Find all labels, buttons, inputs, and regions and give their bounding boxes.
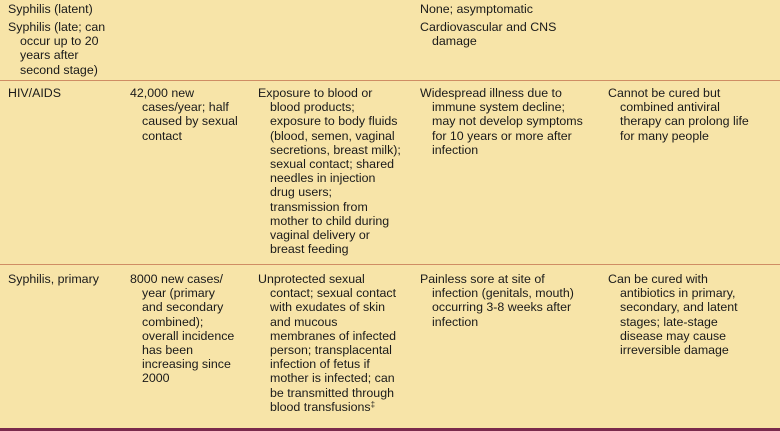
cell-text: 42,000 new [130,86,195,100]
symptoms-cell [420,86,583,157]
cell-text: None; asymptomatic [420,2,533,16]
cell-text: infection [432,314,479,329]
cell-text: irreversible damage [620,343,729,358]
cell-text: therapy can prolong life [620,114,749,129]
cell-text: Widespread illness due to [420,86,562,100]
symptoms-cell [420,20,556,48]
cell-text: Syphilis (late; can [8,20,106,34]
cell-text: needles in injection [270,171,376,186]
cell-text: contact [142,128,182,143]
cell-text: infection [432,142,479,157]
cell-text: years after [20,48,79,63]
disease-cell [8,86,61,100]
cell-text: damage [432,34,477,49]
cell-text: may not develop symptoms [432,114,583,129]
cell-text: and secondary [142,300,224,315]
cell-text: secondary, and latent [620,300,738,315]
disease-cell [8,2,93,16]
transmission-cell [258,86,401,256]
cell-text: blood products; [270,100,355,115]
cell-text: membranes of infected [270,328,397,343]
treatment-cell [608,272,738,357]
cell-text: breast feeding [270,242,349,257]
cell-text: infection (genitals, mouth) [432,286,574,301]
cell-text: 2000 [142,371,170,386]
cell-text: sexual contact; shared [270,157,394,172]
cell-text: transmission from [270,199,368,214]
symptoms-cell [420,2,533,16]
cell-text: infection of fetus if [270,357,370,372]
cell-text: vaginal delivery or [270,228,370,243]
cell-text: (blood, semen, vaginal [270,128,395,143]
cell-text: overall incidence [142,328,235,343]
cell-text: Can be cured with [608,272,708,286]
transmission-cell [258,272,396,414]
incidence-cell [130,86,238,143]
cell-text: 8000 new cases/ [130,272,223,286]
cell-text: increasing since [142,357,231,372]
cell-text: has been [142,343,193,358]
cell-text: Painless sore at site of [420,272,545,286]
cell-text: Cannot be cured but [608,86,721,100]
symptoms-cell [420,272,574,329]
cell-text: caused by sexual [142,114,238,129]
cell-text [258,400,396,414]
cell-text: year (primary [142,286,215,301]
cell-text: Unprotected sexual [258,272,365,286]
cell-text: occur up to 20 [20,34,99,49]
footnote-marker: ‡ [370,399,376,409]
cell-text: Exposure to blood or [258,86,373,100]
cell-text: with exudates of skin [270,300,386,315]
cell-text: Syphilis, primary [8,272,99,286]
cell-text: combined); [142,314,204,329]
row-divider [0,264,780,265]
cell-text: antibiotics in primary, [620,286,736,301]
cell-text: secretions, breast milk); [270,142,401,157]
cell-text: person; transplacental [270,343,392,358]
cell-text: exposure to body fluids [270,114,398,129]
cell-text: for 10 years or more after [432,128,572,143]
cell-text: mother is infected; can [270,371,395,386]
disease-cell [8,20,105,77]
cell-text: and mucous [270,314,338,329]
treatment-cell [608,86,749,143]
cell-text: Cardiovascular and CNS [420,20,557,34]
cell-text: Syphilis (latent) [8,2,93,16]
cell-text: HIV/AIDS [8,86,62,100]
cell-text: contact; sexual contact [270,286,397,301]
cell-text: occurring 3-8 weeks after [432,300,572,315]
cell-text: cases/year; half [142,100,229,115]
cell-text-part: blood transfusions [270,399,371,414]
cell-text: mother to child during [270,213,390,228]
cell-text: stages; late-stage [620,314,718,329]
row-divider [0,80,780,81]
cell-text: for many people [620,128,709,143]
cell-text: immune system decline; [432,100,565,115]
cell-text: drug users; [270,185,332,200]
disease-cell [8,272,99,286]
incidence-cell [130,272,234,386]
cell-text: be transmitted through [270,385,394,400]
cell-text: second stage) [20,62,98,77]
cell-text: disease may cause [620,328,727,343]
cell-text: combined antiviral [620,100,720,115]
